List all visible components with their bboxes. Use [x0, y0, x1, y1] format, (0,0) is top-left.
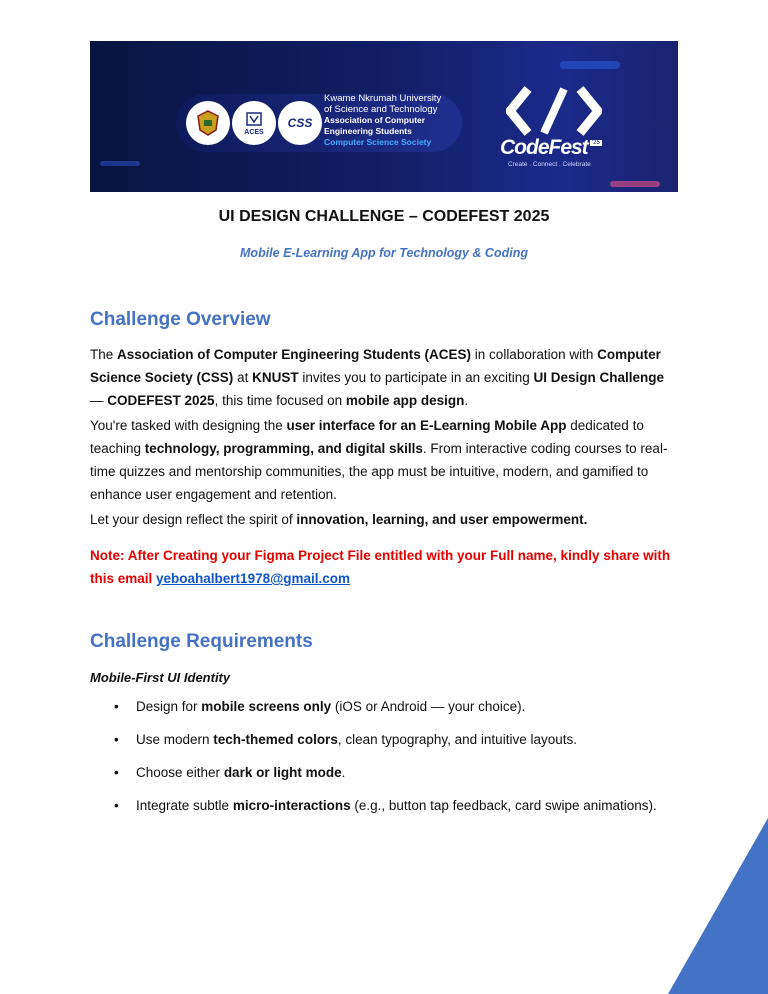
organizer-text — [324, 93, 474, 148]
aces-logo-text: ACES — [244, 128, 264, 136]
banner-glow — [610, 181, 660, 187]
society-line: Computer Science Society — [324, 137, 432, 147]
codefest-tagline: Create . Connect . Celebrate — [508, 161, 591, 168]
list-item: • Design for mobile screens only (iOS or Android — your choice). — [90, 697, 690, 717]
overview-heading: Challenge Overview — [90, 309, 271, 330]
aces-logo — [232, 101, 276, 145]
knust-crest-logo — [186, 101, 230, 145]
list-item: • Choose either dark or light mode. — [90, 763, 690, 783]
css-logo-text: CSS — [287, 116, 313, 130]
overview-paragraph-3: Let your design reflect the spirit of innovation, learning, and user empowerment. — [90, 512, 588, 527]
list-item: • Use modern tech-themed colors, clean typography, and intuitive layouts. — [90, 730, 690, 750]
email-link[interactable]: yeboahalbert1978@gmail.com — [156, 571, 351, 586]
bullet-icon: • — [114, 798, 119, 813]
banner-glow — [100, 161, 140, 166]
header-banner — [90, 41, 678, 192]
css-logo — [278, 101, 322, 145]
bullet-icon: • — [114, 765, 119, 780]
page-subtitle: Mobile E-Learning App for Technology & Coding — [240, 246, 528, 260]
requirements-heading: Challenge Requirements — [90, 631, 313, 652]
corner-decoration — [668, 818, 768, 994]
submission-note: Note: After Creating your Figma Project File entitled with your Full name, kindly share with this email yeboahalbert1978@gmail.com — [90, 548, 671, 586]
codefest-version: '25 — [592, 140, 600, 146]
university-line-1: Kwame Nkrumah University — [324, 93, 442, 104]
overview-paragraph-1: The Association of Computer Engineering Students (ACES) in collaboration with Computer Science Society (CSS) at KNUST invites you to participate in an exciting UI Design Challenge — CODEFEST 2025, this time focused on mobile app design. — [90, 347, 664, 408]
requirements-subheading: Mobile-First UI Identity — [90, 670, 231, 685]
university-line-2: of Science and Technology — [324, 104, 438, 115]
code-brackets-icon — [506, 85, 602, 137]
association-line-1: Association of Computer — [324, 115, 426, 125]
banner-glow — [560, 61, 620, 69]
bullet-icon: • — [114, 699, 119, 714]
page-title: UI DESIGN CHALLENGE – CODEFEST 2025 — [218, 208, 550, 225]
bullet-icon: • — [114, 732, 119, 747]
overview-paragraph-2: You're tasked with designing the user interface for an E-Learning Mobile App dedicated to teaching technology, programming, and digital skills. From interactive coding courses to real-time quizzes and mentorship communities, the app must be intuitive, modern, and gamified to enhance user engagement and retention. — [90, 418, 668, 502]
list-item: • Integrate subtle micro-interactions (e.g., button tap feedback, card swipe animations). — [90, 796, 690, 816]
requirements-list — [90, 697, 690, 829]
association-line-2: Engineering Students — [324, 126, 412, 136]
codefest-wordmark: CodeFest — [500, 136, 588, 159]
